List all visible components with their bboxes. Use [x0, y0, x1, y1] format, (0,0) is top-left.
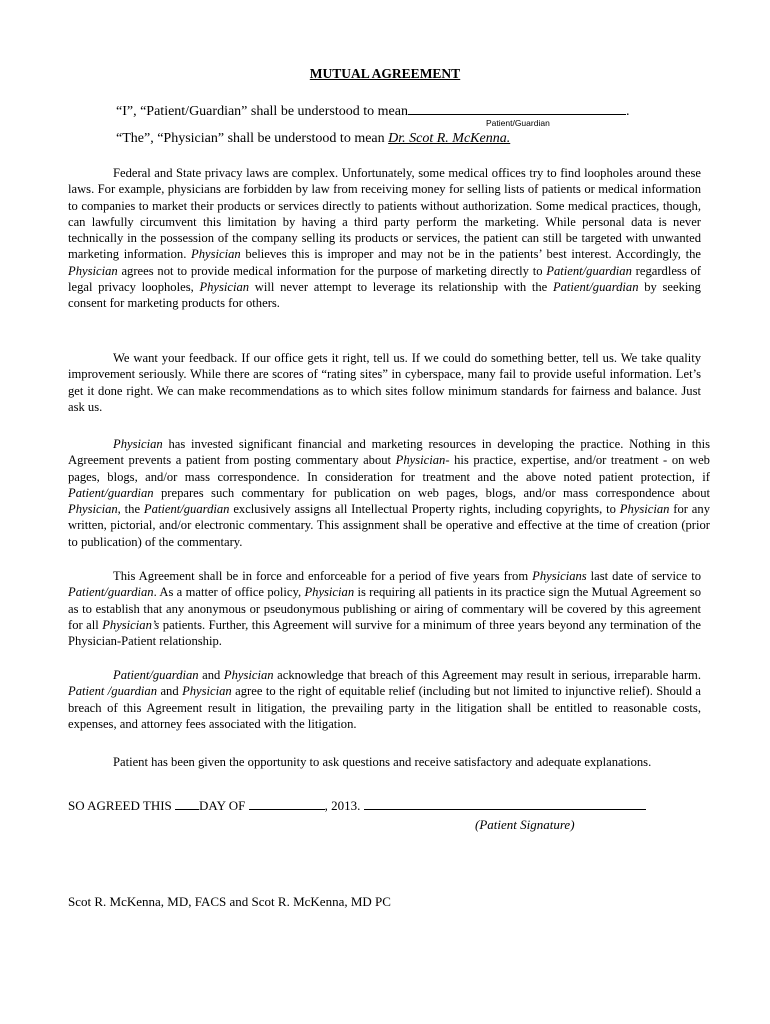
term-paragraph: This Agreement shall be in force and enforceable for a period of five years from Physicians last date of service to Patient/guardian. As a matter of office policy, Physician is requiring all patients in its practice sign the Mutual Agreement so as to establish that any anonymous or pseudonymous publishing or airing of commentary will be covered by this agreement for all Physician’s patients. Further, this Agreement will survive for a minimum of three years beyond any termination of the Physician-Patient relationship.	[68, 569, 701, 649]
patient-signature-blank[interactable]	[364, 797, 646, 810]
patient-name-blank[interactable]	[408, 101, 626, 115]
practice-footer: Scot R. McKenna, MD, FACS and Scot R. McKenna, MD PC	[68, 894, 391, 909]
feedback-paragraph: We want your feedback. If our office gets it right, tell us. If we could do something better, tell us. We take quality improvement seriously. While there are scores of “rating sites” in cyberspace, many fail to provide useful information. Let’s get it done right. We can make recommendations as to which sites follow minimum standards for fairness and balance. Just ask us.	[68, 351, 701, 414]
patient-blank-label: Patient/Guardian	[486, 118, 550, 128]
physician-name: Dr. Scot R. McKenna.	[388, 131, 511, 146]
privacy-paragraph: Federal and State privacy laws are complex. Unfortunately, some medical offices try to find loopholes around these laws. For example, physicians are forbidden by law from receiving money for selling lists of patients or medical information to companies to market their products or services directly to patients without authorization. Some medical practices, though, can lawfully circumvent this limitation by having a third party perform the marketing. While personal data is never technically in the possession of the company selling its products or services, the patient can still be targeted with unwanted marketing information. Physician believes this is improper and may not be in the patients’ best interest. Accordingly, the Physician agrees not to provide medical information for the purpose of marketing directly to Patient/guardian regardless of legal privacy loopholes, Physician will never attempt to leverage its relationship with the Patient/guardian by seeking consent for marketing products for others.	[68, 166, 701, 311]
breach-paragraph: Patient/guardian and Physician acknowledge that breach of this Agreement may result in serious, irreparable harm. Patient /guardian and Physician agree to the right of equitable relief (including but not limited to injunctive relief). Should a breach of this Agreement result in litigation, the prevailing party in the litigation shall be entitled to reasonable costs, expenses, and attorney fees associated with the litigation.	[68, 668, 701, 731]
document-title: MUTUAL AGREEMENT	[309, 66, 461, 81]
intellectual-property-paragraph: Physician has invested significant financial and marketing resources in developing the practice. Nothing in this Agreement prevents a patient from posting commentary about Physician- his practice, expertise, and/or treatment - on web pages, blogs, and/or mass correspondence. In consideration for treatment and the above noted patient protection, if Patient/guardian prepares such commentary for publication on web pages, blogs, and/or mass correspondence about Physician, the Patient/guardian exclusively assigns all Intellectual Property rights, including copyrights, to Physician for any written, pictorial, and/or electronic commentary. This assignment shall be operative and effective at the time of creation (prior to publication) of the commentary.	[68, 437, 710, 549]
month-blank[interactable]	[249, 797, 325, 810]
patient-signature-label: (Patient Signature)	[475, 817, 575, 832]
physician-definition	[116, 131, 510, 147]
questions-paragraph: Patient has been given the opportunity to ask questions and receive satisfactory and adequate explanations.	[113, 755, 652, 769]
patient-definition-end: .	[625, 104, 630, 119]
physician-definition-text: “The”, “Physician” shall be understood to mean	[116, 131, 389, 146]
patient-definition-text: “I”, “Patient/Guardian” shall be understood to mean	[116, 104, 408, 119]
patient-definition	[116, 101, 629, 120]
agreement-signature-line: SO AGREED THIS DAY OF , 2013.	[68, 797, 646, 814]
day-blank[interactable]	[175, 797, 199, 810]
